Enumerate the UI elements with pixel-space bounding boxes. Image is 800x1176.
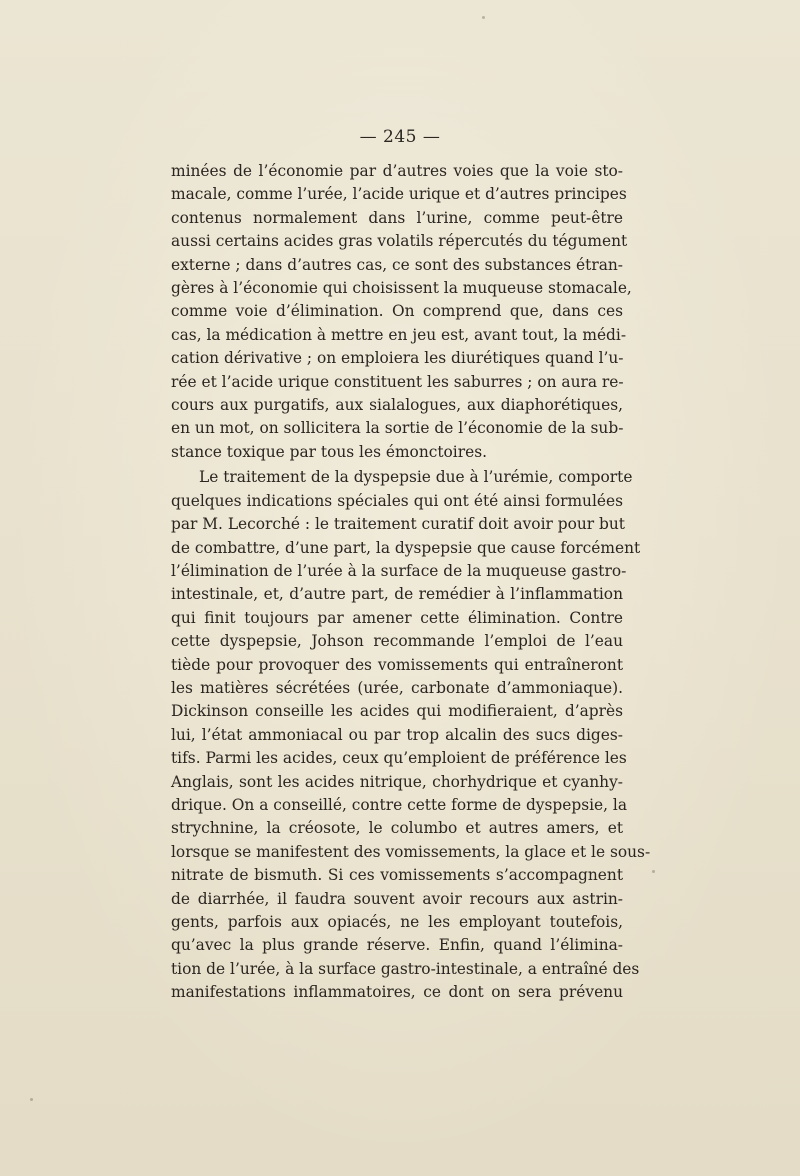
text-line: strychnine, la créosote, le columbo et autres amers, et bbox=[171, 819, 623, 838]
text-line: rée et l’acide urique constituent les saburres ; on aura re- bbox=[171, 372, 624, 391]
text-line: cette dyspepsie, Johson recommande l’emploi de l’eau bbox=[171, 632, 623, 651]
paragraph-2 bbox=[171, 466, 651, 1004]
text-line: comme voie d’élimination. On comprend que, dans ces bbox=[171, 302, 623, 321]
text-line: stance toxique par tous les émonctoires. bbox=[171, 442, 487, 461]
text-line: tiède pour provoquer des vomissements qui entraîneront bbox=[171, 655, 623, 674]
text-line: Dickinson conseille les acides qui modifieraient, d’après bbox=[171, 702, 623, 721]
text-line: lui, l’état ammoniacal ou par trop alcalin des sucs diges- bbox=[171, 725, 623, 744]
text-line: de diarrhée, il faudra souvent avoir recours aux astrin- bbox=[171, 889, 623, 908]
text-line: gères à l’économie qui choisissent la muqueuse stomacale, bbox=[171, 279, 632, 298]
text-line: macale, comme l’urée, l’acide urique et d’autres principes bbox=[171, 185, 627, 204]
text-line: de combattre, d’une part, la dyspepsie que cause forcément bbox=[171, 538, 641, 557]
text-line: drique. On a conseillé, contre cette forme de dyspepsie, la bbox=[171, 795, 628, 814]
paper-speck bbox=[482, 16, 485, 19]
text-line: cation dérivative ; on emploiera les diurétiques quand l’u- bbox=[171, 349, 624, 368]
text-line: qui finit toujours par amener cette élimination. Contre bbox=[171, 608, 623, 627]
text-line: les matières sécrétées (urée, carbonate d’ammoniaque). bbox=[171, 678, 623, 697]
text-line: gents, parfois aux opiacés, ne les employant toutefois, bbox=[171, 913, 623, 931]
text-line: cours aux purgatifs, aux sialalogues, aux diaphorétiques, bbox=[171, 396, 623, 415]
text-line: tifs. Parmi les acides, ceux qu’emploient de préférence les bbox=[171, 749, 627, 768]
text-line: cas, la médication à mettre en jeu est, avant tout, la médi- bbox=[171, 325, 627, 344]
text-line: lorsque se manifestent des vomissements, la glace et le sous- bbox=[171, 842, 651, 861]
text-line: manifestations inflammatoires, ce dont on sera prévenu bbox=[171, 983, 623, 1002]
paper-speck bbox=[30, 1098, 33, 1101]
text-line: quelques indications spéciales qui ont été ainsi formulées bbox=[171, 491, 623, 510]
text-line: en un mot, on sollicitera la sortie de l’économie de la sub- bbox=[171, 419, 624, 438]
text-line: minées de l’économie par d’autres voies que la voie sto- bbox=[171, 162, 623, 180]
text-line: Le traitement de la dyspepsie due à l’urémie, comporte bbox=[199, 468, 633, 487]
paragraph-1 bbox=[171, 160, 632, 464]
text-line: nitrate de bismuth. Si ces vomissements s’accompagnent bbox=[171, 866, 623, 885]
text-line: l’élimination de l’urée à la surface de la muqueuse gastro- bbox=[171, 561, 627, 580]
body-text bbox=[171, 160, 651, 1005]
text-line: Anglais, sont les acides nitrique, chorhydrique et cyanhy- bbox=[171, 772, 623, 791]
text-line: externe ; dans d’autres cas, ce sont des substances étran- bbox=[171, 255, 623, 274]
text-line: aussi certains acides gras volatils répercutés du tégument bbox=[171, 232, 628, 251]
page-number: — 245 — bbox=[359, 127, 441, 147]
text-line: intestinale, et, d’autre part, de remédier à l’inflammation bbox=[171, 585, 623, 604]
text-line: tion de l’urée, à la surface gastro-intestinale, a entraîné des bbox=[171, 959, 640, 978]
text-line: qu’avec la plus grande réserve. Enfin, quand l’élimina- bbox=[171, 936, 623, 955]
text-line: par M. Lecorché : le traitement curatif doit avoir pour but bbox=[171, 515, 625, 534]
paper-speck bbox=[652, 870, 655, 873]
text-line: contenus normalement dans l’urine, comme peut-être bbox=[171, 208, 623, 227]
